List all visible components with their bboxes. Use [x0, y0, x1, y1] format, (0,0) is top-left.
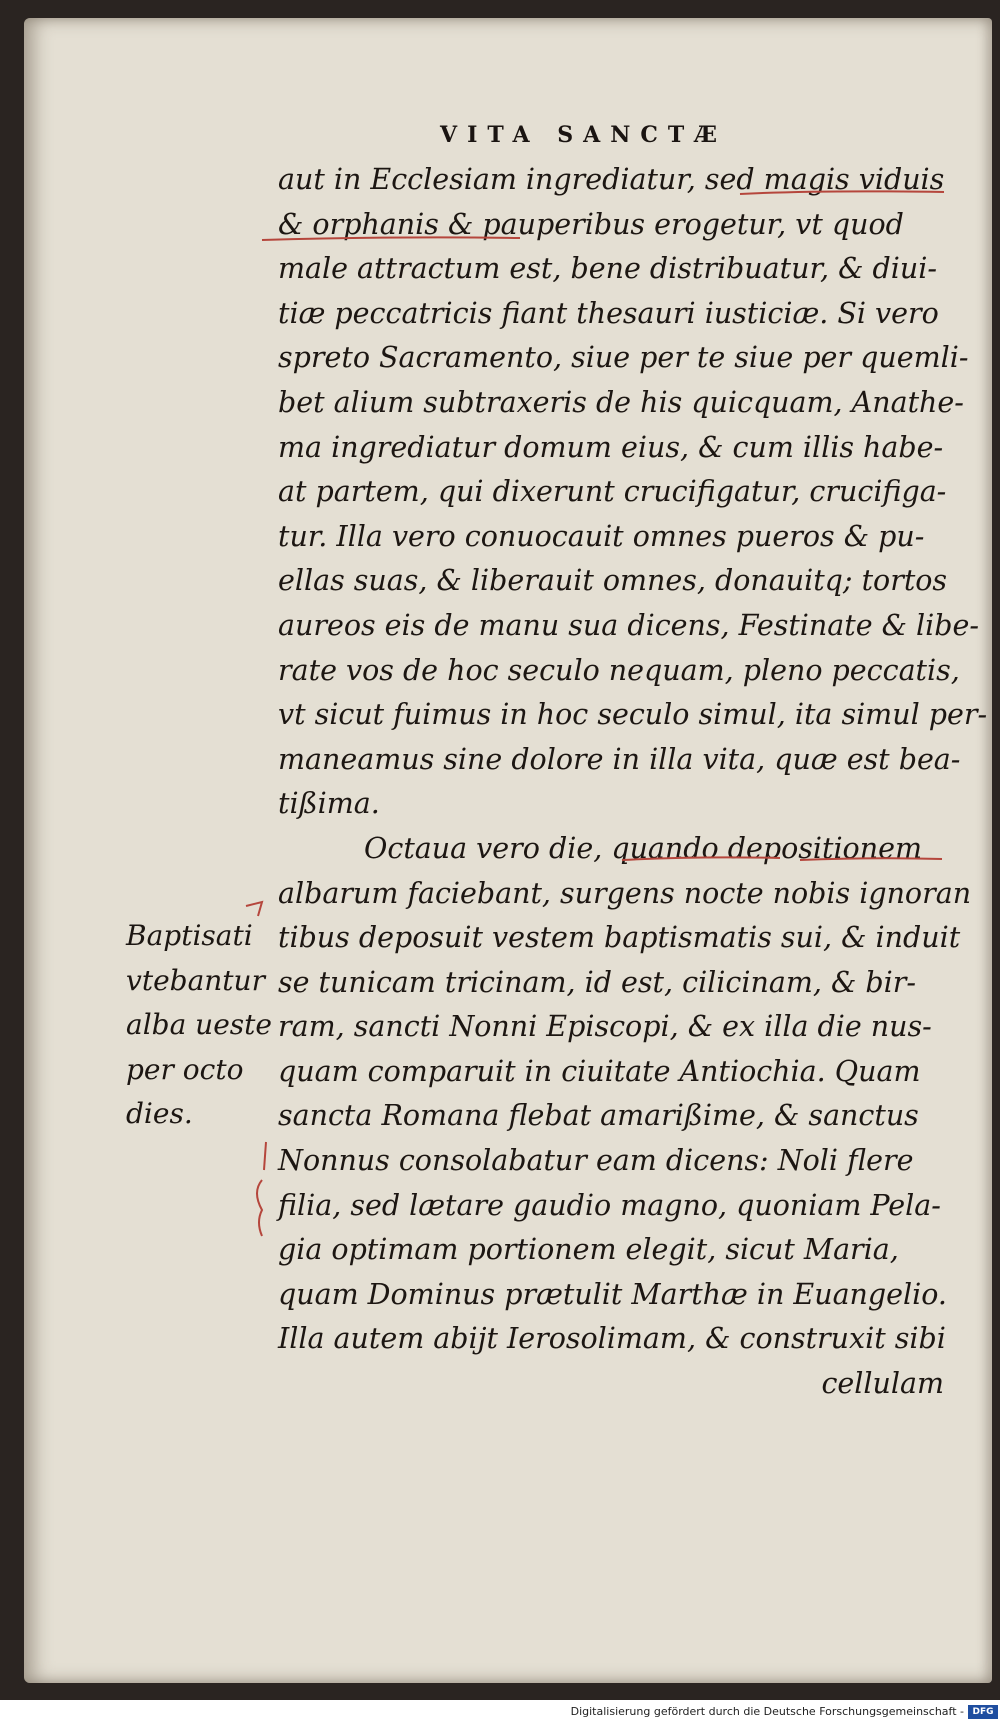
marginal-line: alba ueste	[126, 1008, 272, 1042]
catchword: cellulam	[821, 1367, 944, 1401]
text-line: Illa autem abijt Ierosolimam, & construxit sibi	[278, 1322, 946, 1356]
text-line: tur. Illa vero conuocauit omnes pueros & pu-	[278, 519, 925, 553]
text-line: albarum faciebant, surgens nocte nobis ignoran	[278, 876, 972, 910]
text-line: ram, sancti Nonni Episcopi, & ex illa die nus-	[278, 1010, 932, 1044]
marginal-line: per octo	[126, 1052, 244, 1086]
marginal-line: dies.	[126, 1097, 193, 1131]
underline-quando	[622, 857, 780, 860]
text-line: tibus deposuit vestem baptismatis sui, & induit	[278, 921, 961, 955]
text-line: filia, sed lætare gaudio magno, quoniam Pela-	[278, 1188, 941, 1222]
text-line: ellas suas, & liberauit omnes, donauitq; tortos	[278, 564, 948, 598]
text-line: vt sicut fuimus in hoc seculo simul, ita simul per-	[278, 698, 988, 732]
text-line: rate vos de hoc seculo nequam, pleno peccatis,	[278, 653, 960, 687]
underline-orphanis	[262, 237, 520, 240]
text-line: spreto Sacramento, siue per te siue per quemli-	[278, 341, 969, 375]
text-line: Nonnus consolabatur eam dicens: Noli flere	[278, 1144, 914, 1178]
text-line: quam Dominus prætulit Marthæ in Euangelio.	[278, 1277, 947, 1311]
text-line: sancta Romana flebat amarißime, & sanctus	[278, 1099, 919, 1133]
underline-depositionem	[800, 858, 942, 860]
text-line: ma ingrediatur domum eius, & cum illis habe-	[278, 430, 944, 464]
funding-credit: Digitalisierung gefördert durch die Deutsche Forschungsgemeinschaft -	[570, 1705, 964, 1718]
marginal-line: vtebantur	[126, 963, 265, 997]
text-line: tiæ peccatricis fiant thesauri iusticiæ. Si vero	[278, 296, 939, 330]
text-line: maneamus sine dolore in illa vita, quæ est bea-	[278, 742, 961, 776]
dfg-logo: DFG	[968, 1705, 998, 1719]
margin-tick-mark	[246, 902, 262, 916]
marginal-line: Baptisati	[126, 919, 253, 952]
footer-bar	[0, 1700, 1000, 1725]
underline-viduis	[740, 191, 944, 194]
text-line: se tunicam tricinam, id est, cilicinam, & bir-	[278, 965, 917, 999]
text-line: aut in Ecclesiam ingrediatur, sed magis viduis	[278, 163, 945, 196]
text-line: & orphanis & pauperibus erogetur, vt quod	[278, 207, 904, 241]
running-head: VITA SANCTÆ	[440, 122, 727, 148]
text-line: tißima.	[278, 787, 380, 821]
paragraph-start-line: Octaua vero die, quando depositionem	[364, 831, 922, 865]
text-line: quam comparuit in ciuitate Antiochia. Quam	[278, 1054, 921, 1088]
text-line: aureos eis de manu sua dicens, Festinate & libe-	[278, 608, 980, 642]
text-line: male attractum est, bene distribuatur, & diui-	[278, 252, 937, 286]
text-line: at partem, qui dixerunt crucifigatur, crucifiga-	[278, 475, 947, 509]
text-line: gia optimam portionem elegit, sicut Maria,	[278, 1233, 899, 1267]
text-line: bet alium subtraxeris de his quicquam, Anathe-	[278, 385, 964, 419]
margin-bracket-mark	[257, 1142, 266, 1236]
